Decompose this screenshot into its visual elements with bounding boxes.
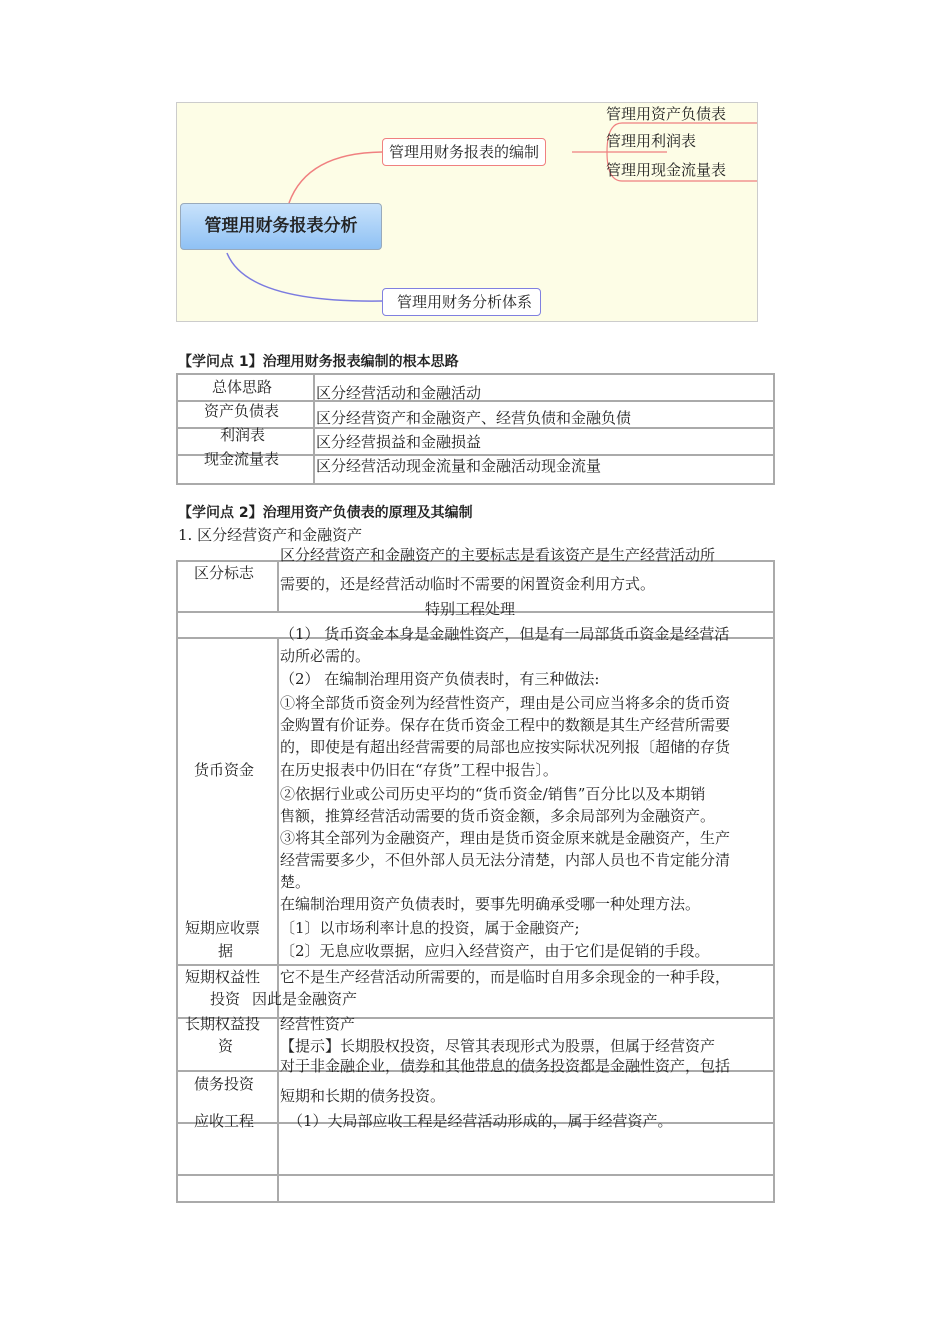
table-border [176, 964, 774, 966]
mindmap-leaf: 管理用资产负债表 [606, 105, 727, 123]
table1-label: 资产负债表 [204, 402, 280, 420]
section1-heading: 【学问点 1】治理用财务报表编制的根本思路 [178, 354, 459, 370]
table1-value: 区分经营资产和金融资产、经营负债和金融负债 [316, 409, 632, 427]
row-label: 区分标志 [194, 564, 255, 582]
mindmap-leaf: 管理用利润表 [606, 132, 697, 150]
mindmap-diagram [176, 102, 758, 322]
mindmap-leaf: 管理用现金流量表 [606, 161, 727, 179]
cell-line: 区分经营资产和金融资产的主要标志是看该资产是生产经营活动所 [280, 546, 716, 564]
cell-line: ①将全部货币资金列为经营性资产，理由是公司应当将多余的货币资 [280, 694, 731, 712]
row-label: 长期权益投 [185, 1015, 261, 1033]
mindmap-branch-analysis-system: 管理用财务分析体系 [382, 288, 541, 316]
table-border [773, 373, 775, 485]
row-label: 货币资金 [194, 761, 255, 779]
table-border [176, 373, 178, 485]
table-border [176, 373, 774, 375]
cell-line: 楚。 [280, 873, 311, 891]
row-label: 短期应收票 [185, 919, 261, 937]
mindmap-branch-compilation: 管理用财务报表的编制 [382, 138, 546, 166]
table-border [176, 483, 774, 485]
section2-heading: 【学问点 2】治理用资产负债表的原理及其编制 [178, 505, 473, 521]
cell-line: （1）大局部应收工程是经营活动形成的，属于经营资产。 [288, 1112, 673, 1130]
table1-label: 利润表 [220, 426, 266, 444]
table1-value: 区分经营损益和金融损益 [316, 433, 482, 451]
cell-line: ③将其全部列为金融资产，理由是货币资金原来就是金融资产，生产 [280, 829, 731, 847]
row-label: 资 [218, 1037, 234, 1055]
cell-line: 金购置有价证券。保存在货币资金工程中的数额是其生产经营所需要 [280, 716, 731, 734]
table1-value: 区分经营活动现金流量和金融活动现金流量 [316, 457, 602, 475]
table-border [176, 1201, 774, 1203]
cell-line: 对于非金融企业，债券和其他带息的债务投资都是金融性资产，包括 [280, 1057, 731, 1075]
cell-line: 【提示】长期股权投资，尽管其表现形式为股票，但属于经营资产 [280, 1037, 716, 1055]
table-border [277, 560, 279, 612]
cell-line: ②依据行业或公司历史平均的“货币资金/销售”百分比以及本期销 [280, 785, 706, 803]
cell-line: （2） 在编制治理用资产负债表时，有三种做法: [280, 670, 600, 688]
cell-line: 经营需要多少，不但外部人员无法分清楚，内部人员也不肯定能分清 [280, 851, 731, 869]
table1-label: 总体思路 [212, 378, 273, 396]
cell-line: 因此是金融资产 [252, 990, 358, 1008]
section2-subtitle: 1. 区分经营资产和金融资产 [178, 526, 363, 544]
row-label: 应收工程 [194, 1112, 255, 1130]
cell-line: 在历史报表中仍旧在“存货”工程中报告〕。 [280, 761, 558, 779]
table-border [277, 637, 279, 1203]
special-items-header: 特别工程处理 [425, 600, 516, 618]
cell-line: 在编制治理用资产负债表时，要事先明确承受哪一种处理方法。 [280, 895, 701, 913]
table-border [176, 1174, 774, 1176]
mindmap-root-node: 管理用财务报表分析 [180, 203, 382, 250]
table-border [176, 427, 774, 429]
cell-line: 〔2〕无息应收票据，应归入经营资产，由于它们是促销的手段。 [280, 942, 710, 960]
cell-line: 售额，推算经营活动需要的货币资金额，多余局部列为金融资产。 [280, 807, 716, 825]
table-border [176, 1017, 774, 1019]
cell-line: 它不是生产经营活动所需要的，而是临时自用多余现金的一种手段， [280, 968, 731, 986]
cell-line: 需要的，还是经营活动临时不需要的闲置资金利用方式。 [280, 575, 656, 593]
table-border [313, 373, 315, 485]
table1-label: 现金流量表 [204, 450, 280, 468]
table-border [773, 560, 775, 1203]
row-label: 据 [218, 942, 234, 960]
cell-line: 经营性资产 [280, 1015, 356, 1033]
cell-line: 〔1〕以市场利率计息的投资，属于金融资产; [280, 919, 580, 937]
cell-line: （1） 货币资金本身是金融性资产，但是有一局部货币资金是经营活 [280, 625, 730, 643]
cell-line: 动所必需的。 [280, 647, 371, 665]
cell-line: 短期和长期的债务投资。 [280, 1087, 446, 1105]
table1-value: 区分经营活动和金融活动 [316, 384, 482, 402]
row-label: 投资 [210, 990, 241, 1008]
row-label: 债务投资 [194, 1075, 255, 1093]
row-label: 短期权益性 [185, 968, 261, 986]
cell-line: 的，即使是有超出经营需要的局部也应按实际状况列报〔超储的存货 [280, 738, 731, 756]
table-border [176, 560, 178, 1203]
